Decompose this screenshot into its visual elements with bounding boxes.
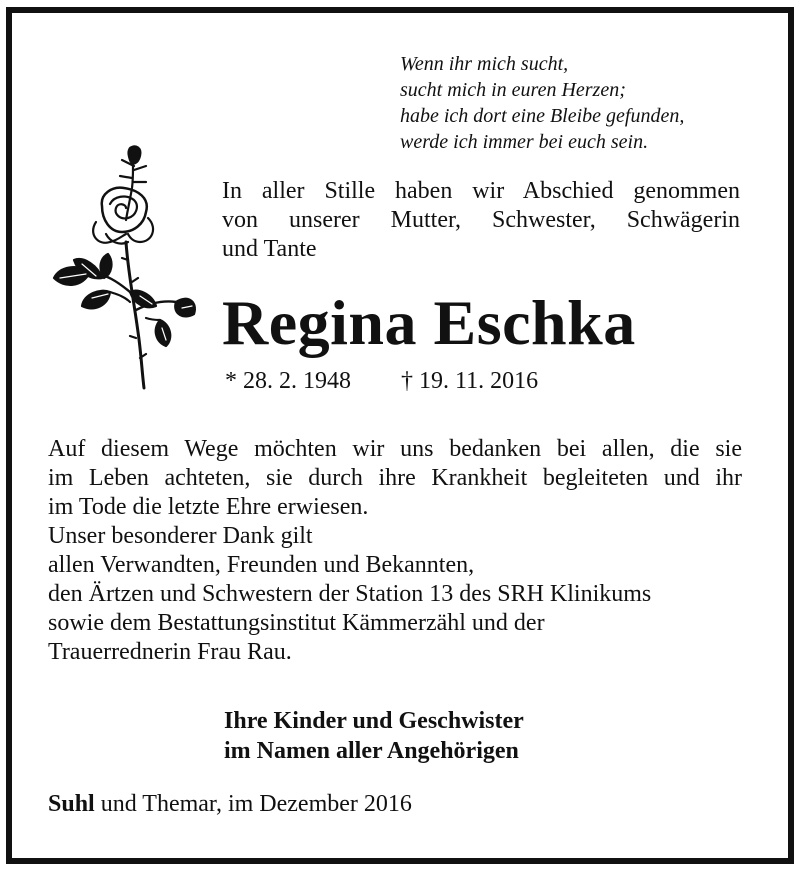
signature-line: Ihre Kinder und Geschwister [224,708,524,734]
birth-date: * 28. 2. 1948 [225,368,351,394]
signature-line: im Namen aller Angehörigen [224,738,519,764]
poem-line: werde ich immer bei euch sein. [400,131,649,153]
poem-line: habe ich dort eine Bleibe gefunden, [400,105,685,127]
place-rest: und Themar, im Dezember 2016 [94,791,412,817]
thanks-line: Trauerrednerin Frau Rau. [48,639,292,665]
place-and-date [48,789,412,819]
thanks-line: Auf diesem Wege möchten wir uns bedanken bei allen, die sie [48,436,742,462]
thanks-line: im Tode die letzte Ehre erwiesen. [48,494,369,520]
intro-line: In aller Stille haben wir Abschied genommen [222,178,740,204]
thanks-line: den Ärtzen und Schwestern der Station 13 des SRH Klinikums [48,581,652,607]
life-dates [225,366,538,396]
deceased-name: Regina Eschka [222,287,636,358]
poem-line: Wenn ihr mich sucht, [400,53,569,75]
thanks-line: im Leben achteten, sie durch ihre Krankheit begleiteten und ihr [48,465,742,491]
place-city: Suhl [48,791,95,817]
thanks-line: sowie dem Bestattungsinstitut Kämmerzähl und der [48,610,545,636]
poem [400,51,780,155]
intro-text [222,177,740,264]
rose-icon [48,142,198,392]
thanks-text [48,435,742,667]
intro-line: und Tante [222,236,317,262]
thanks-line: allen Verwandten, Freunden und Bekannten, [48,552,475,578]
poem-line: sucht mich in euren Herzen; [400,79,626,101]
signature [224,706,524,766]
intro-line: von unserer Mutter, Schwester, Schwägerin [222,207,740,233]
thanks-line: Unser besonderer Dank gilt [48,523,313,549]
death-date: † 19. 11. 2016 [401,368,539,394]
